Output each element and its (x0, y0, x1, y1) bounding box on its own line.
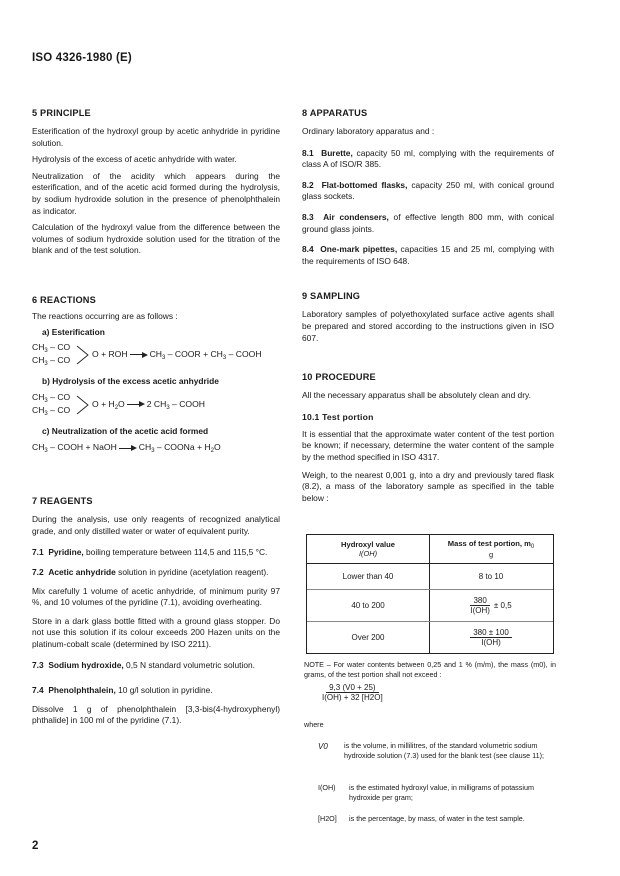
section-8-heading: 8 APPARATUS (302, 108, 368, 118)
reaction-arrow (127, 401, 145, 407)
symbol-ioh: I(OH) (318, 783, 336, 792)
reaction-b-label: b) Hydrolysis of the excess acetic anhydride (42, 376, 219, 387)
s9-paragraph: Laboratory samples of polyethoxylated surface active agents shall be prepared and stored according to the instructions given in ISO 607. (302, 309, 554, 343)
table-cell: 8 to 10 (478, 571, 504, 581)
test-portion-table (306, 534, 554, 654)
definition-h2o: is the percentage, by mass, of water in the test sample. (349, 814, 525, 823)
section-5-heading: 5 PRINCIPLE (32, 108, 91, 118)
note-text: NOTE – For water contents between 0,25 and 1 % (m/m), the mass (m0), in grams, of the test portion shall not exceed : (304, 660, 556, 679)
reaction-arrow (130, 352, 148, 358)
note-where: where (304, 720, 324, 729)
reagent-7-3: 7.3 Sodium hydroxide, 0,5 N standard volumetric solution. (32, 659, 255, 670)
right-column (302, 108, 554, 504)
s5-paragraph: Esterification of the hydroxyl group by acetic anhydride in pyridine solution. (32, 126, 280, 148)
equation-neutralization: $CH_3$ – COOH + NaOH $CH_3$ – COONa + $H_2O$ (32, 442, 221, 455)
s10-1-paragraph: It is essential that the approximate water content of the test portion be known; if necessary, determine the water content of the sample by the method specified in ISO 4317. (302, 428, 554, 462)
equation-hydrolysis: $CH_3$ – CO $CH_3$ – CO $O + H_2O$ 2 $CH_3$ – COOH (32, 391, 205, 417)
note-formula: $\frac{9,3 (V0 + 25)}{I(OH) + 32 [H2O]}$ (322, 683, 383, 702)
reagent-7-1: 7.1 Pyridine, boiling temperature between 114,5 and 115,5 °C. (32, 546, 268, 557)
s10-1-paragraph: Weigh, to the nearest 0,001 g, into a dry and previously tared flask (8.2), a mass of the laboratory sample as specified in the table below : (302, 469, 554, 503)
apparatus-8-1: 8.1 Burette, capacity 50 ml, complying with the requirements of class A of ISO/R 385. (302, 147, 555, 170)
table-cell: Over 200 (351, 632, 385, 642)
s5-paragraph: Calculation of the hydroxyl value from the difference between the volumes of sodium hydroxide solution used for the titration of the blank and of the test solution. (32, 222, 280, 256)
apparatus-8-4: 8.4 One-mark pipettes, capacities 15 and 25 ml, complying with the requirements of ISO 648. (302, 244, 554, 266)
symbol-h2o: [H2O] (318, 814, 337, 823)
table-cell-formula: $\frac{380 \pm 100}{I(OH)}$ (429, 621, 553, 653)
left-column (32, 108, 280, 727)
symbol-v0: V0 (318, 742, 328, 751)
section-9-heading: 9 SAMPLING (302, 291, 361, 302)
equation-esterification: $CH_3$ – CO $CH_3$ – CO O + ROH $CH_3$ – COOR + $CH_3$ – COOH (32, 342, 262, 368)
document-id: ISO 4326-1980 (E) (32, 52, 132, 64)
reagent-7-4-dissolve: Dissolve 1 g of phenolphthalein [3,3-bis(4-hydroxyphenyl) phthalide] in 100 ml of the pyridine (7.1). (32, 703, 280, 726)
table-cell: 40 to 200 (351, 600, 385, 610)
s7-intro: During the analysis, use only reagents of recognized analytical grade, and only distilled water or water of equivalent purity. (32, 514, 280, 536)
section-7-heading: 7 REAGENTS (32, 496, 93, 507)
reaction-a-label: a) Esterification (42, 326, 105, 337)
s6-intro: The reactions occurring are as follows : (32, 310, 178, 321)
reaction-arrow (119, 445, 137, 451)
s10-paragraph: All the necessary apparatus shall be absolutely clean and dry. (302, 390, 531, 401)
reagent-7-2-store: Store in a dark glass bottle fitted with a ground glass stopper. Do not use this solution if its colour exceeds 200 Hazen units on the platinum-cobalt scale (determined by ISO 2211). (32, 615, 280, 650)
reagent-7-4: 7.4 Phenolphthalein, 10 g/l solution in pyridine. (32, 685, 213, 696)
s5-paragraph: Hydrolysis of the excess of acetic anhydride with water. (32, 154, 237, 165)
reagent-7-2-mix: Mix carefully 1 volume of acetic anhydride, of minimum purity 97 %, and 10 volumes of the pyridine (7.1), avoiding overheating. (32, 585, 280, 608)
table-header-hydroxyl: Hydroxyl value I(OH) (340, 540, 396, 558)
section-6-heading: 6 REACTIONS (32, 294, 96, 305)
table-cell-formula: $\frac{380}{I(OH)}$ ± 0,5 (470, 595, 512, 615)
apparatus-8-3: 8.3 Air condensers, of effective length 800 mm, with conical ground glass joints. (302, 211, 554, 234)
reaction-c-label: c) Neutralization of the acetic acid formed (42, 425, 209, 436)
page-number: 2 (32, 840, 39, 852)
anhydride-bracket (76, 394, 92, 418)
table-header-mass: Mass of test portion, $m_0$ g (447, 539, 535, 559)
subsection-10-1-heading: 10.1 Test portion (302, 411, 374, 422)
definition-ioh: is the estimated hydroxyl value, in milligrams of potassium hydroxide per gram; (349, 783, 534, 802)
s5-paragraph: Neutralization of the acidity which appears during the esterification, and of the acetic acid formed during the hydrolysis, by sodium hydroxide solution in the presence of phenolphthalein as indicator. (32, 170, 280, 216)
s8-intro: Ordinary laboratory apparatus and : (302, 126, 435, 136)
apparatus-8-2: 8.2 Flat-bottomed flasks, capacity 250 ml, with conical ground glass sockets. (302, 179, 555, 202)
section-10-heading: 10 PROCEDURE (302, 372, 376, 383)
table-cell: Lower than 40 (342, 571, 394, 581)
definition-v0: is the volume, in millilitres, of the standard volumetric sodium hydroxide solution (7.3) used for the blank test (see clause 11); (344, 741, 545, 760)
anhydride-bracket (76, 344, 92, 368)
reagent-7-2: 7.2 Acetic anhydride solution in pyridine (acetylation reagent). (32, 567, 269, 578)
